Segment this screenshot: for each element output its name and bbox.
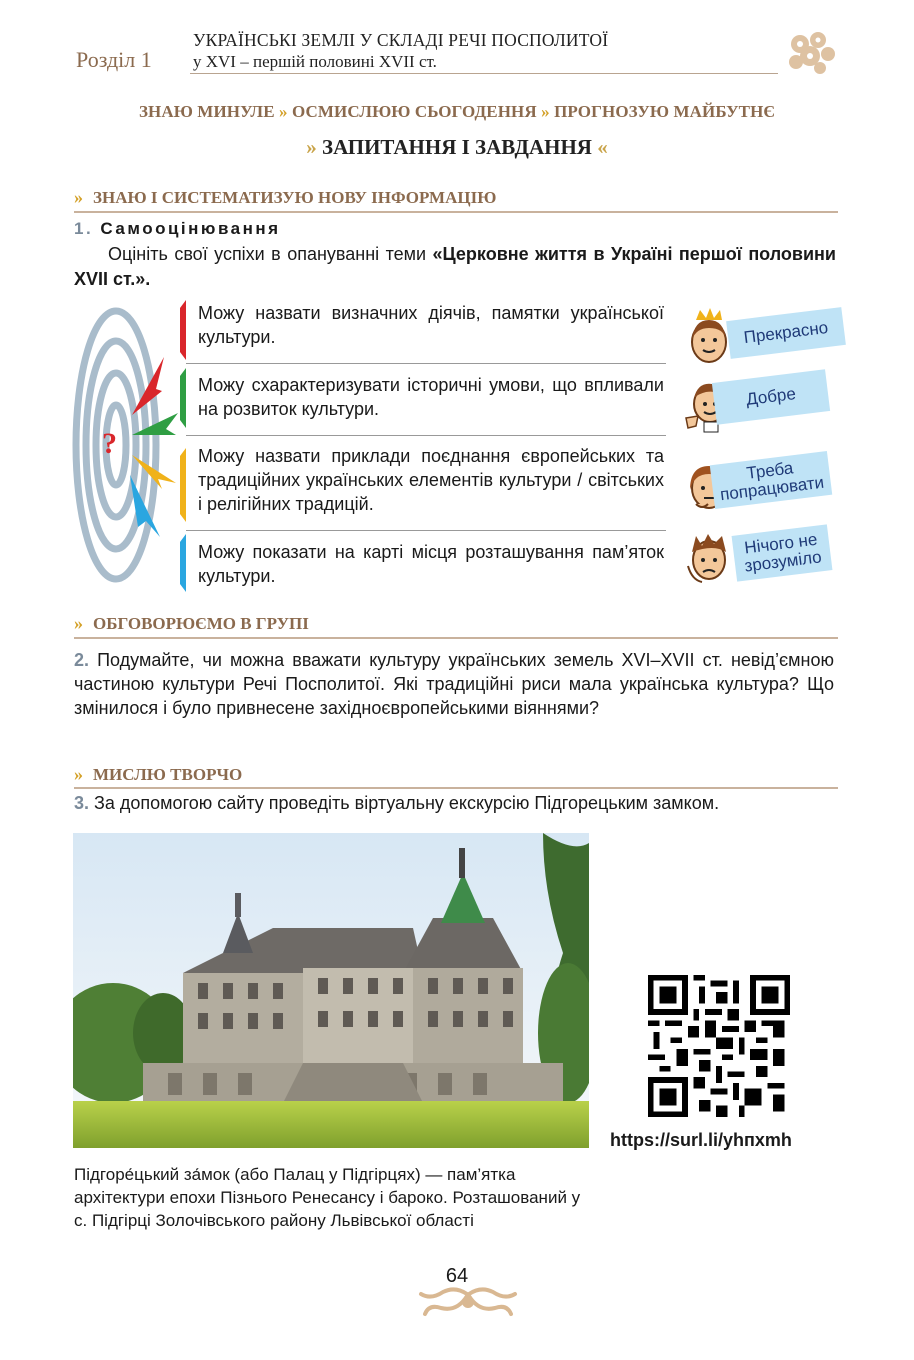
footer-ornament-icon	[417, 1282, 519, 1322]
task-1-heading	[74, 219, 281, 239]
criterion-4: Можу показати на карті місця розташування пам’яток культури.	[198, 542, 664, 586]
target-icon	[72, 305, 182, 595]
criterion-marker-yellow	[180, 448, 186, 522]
chevron-icon: »	[74, 764, 83, 784]
chevron-icon: »	[74, 613, 83, 633]
qr-link[interactable]: https://surl.li/yhпxmh	[610, 1130, 792, 1150]
criterion-2: Можу схарактеризувати історичні умови, що впливали на розвиток культури.	[198, 375, 664, 419]
section-heading-text: ОБГОВОРЮЄМО В ГРУПІ	[93, 614, 309, 633]
task-number: 2.	[74, 650, 90, 670]
criterion-divider	[186, 530, 666, 531]
task-1-text	[74, 242, 836, 292]
rating-badge-needs-work: Треба попрацювати	[710, 451, 832, 509]
section-heading-text: ЗНАЮ І СИСТЕМАТИЗУЮ НОВУ ІНФОРМАЦІЮ	[93, 188, 497, 207]
task-3	[74, 793, 719, 814]
rating-badge-confused: Нічого не зрозуміло	[732, 524, 833, 581]
section-heading-creative	[74, 764, 242, 785]
section-divider	[74, 637, 838, 639]
face-confused-icon	[684, 530, 734, 586]
face-excellent-icon	[684, 306, 734, 366]
section-heading-text: МИСЛЮ ТВОРЧО	[93, 765, 243, 784]
motto-separator: »	[279, 102, 288, 121]
criterion-divider	[186, 435, 666, 436]
criterion-3: Можу назвати приклади поєднання європейських та традиційних українських елементів культури / світських і релігійних традицій.	[198, 446, 664, 514]
rating-badge-excellent: Прекрасно	[726, 307, 846, 359]
rating-badge-good: Добре	[712, 369, 830, 425]
task-number: 1.	[74, 219, 94, 238]
task-heading: Самооцінювання	[100, 219, 281, 238]
criterion-marker-blue	[180, 534, 186, 592]
task-topic: «Церковне життя в Україні першої половини XVII ст.».	[74, 244, 836, 289]
task-number: 3.	[74, 793, 90, 813]
task-text: За допомогою сайту проведіть віртуальну екскурсію Підгорецьким замком.	[94, 793, 720, 813]
section-divider	[74, 211, 838, 213]
criterion-marker-green	[180, 368, 186, 428]
motto-part-3: ПРОГНОЗУЮ МАЙБУТНЄ	[554, 102, 776, 121]
task-2	[74, 648, 834, 720]
qr-code-icon	[648, 975, 790, 1117]
floral-ornament-icon	[780, 24, 842, 80]
motto	[0, 102, 914, 122]
section-heading-know	[74, 187, 496, 208]
chevron-icon: »	[74, 187, 83, 207]
tasks-title-text: ЗАПИТАННЯ І ЗАВДАННЯ	[322, 135, 592, 159]
task-text: Оцініть свої успіхи в опануванні теми	[108, 244, 433, 264]
criterion-divider	[186, 363, 666, 364]
tasks-title	[0, 135, 914, 160]
motto-part-1: ЗНАЮ МИНУЛЕ	[138, 102, 275, 121]
photo-caption: Підгоре́цький за́мок (або Палац у Підгірцях) — пам’ятка архітектури епохи Пізнього Ренесансу і бароко. Розташований у с. Підгірці Золочівського району Львівської області	[74, 1165, 581, 1230]
header-subtitle: у XVI – першій половині XVII ст.	[193, 52, 437, 71]
castle-photo	[73, 833, 589, 1148]
task-text: Подумайте, чи можна вважати культуру українських земель XVI–XVII ст. невід’ємною частиною культури Речі Посполитої. Які традиційні риси мала українська культура? Що змінилося і було привнесене західноєвропейськими віяннями?	[74, 650, 834, 718]
header-divider	[190, 73, 778, 74]
header-title: УКРАЇНСЬКІ ЗЕМЛІ У СКЛАДІ РЕЧІ ПОСПОЛИТОЇ	[193, 30, 609, 50]
chevron-right-icon: »	[306, 135, 317, 159]
question-mark: ?	[102, 427, 117, 460]
page-number: 64	[445, 1265, 469, 1287]
chevron-left-icon: «	[597, 135, 608, 159]
motto-part-2: ОСМИСЛЮЮ СЬОГОДЕННЯ	[291, 102, 537, 121]
criterion-marker-red	[180, 300, 186, 360]
criterion-1: Можу назвати визначних діячів, памятки української культури.	[198, 303, 664, 347]
motto-separator: »	[541, 102, 550, 121]
section-divider	[74, 787, 838, 789]
section-heading-discuss	[74, 613, 309, 634]
section-label: Розділ 1	[76, 47, 152, 72]
